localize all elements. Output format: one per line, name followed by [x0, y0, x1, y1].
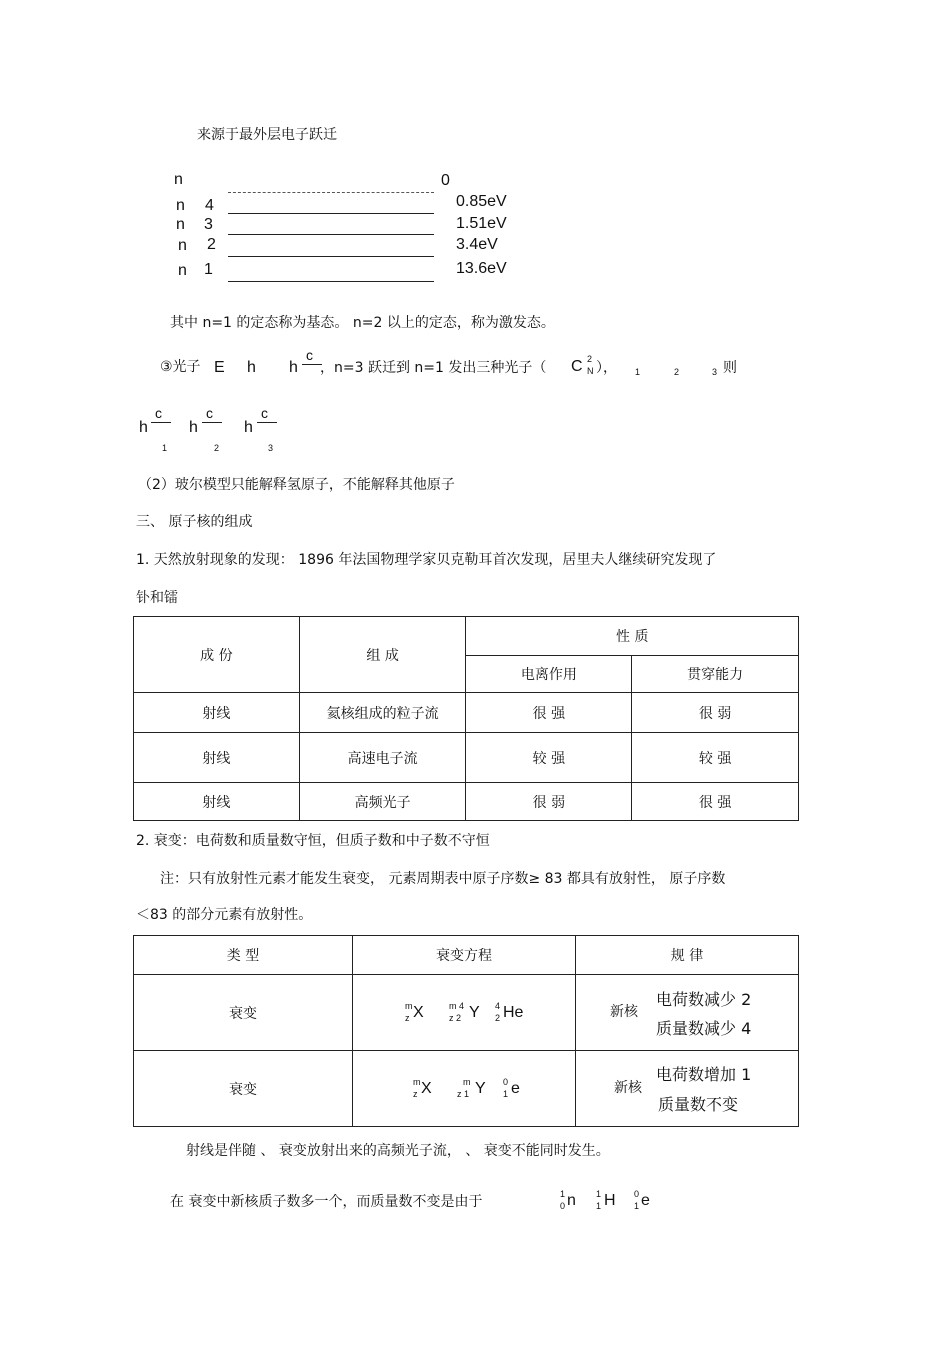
eq-m: m [413, 1077, 421, 1087]
eq-Y: Y [469, 1004, 480, 1021]
para-gamma: 射线是伴随 、 衰变放射出来的高频光子流， 、 衰变不能同时发生。 [186, 1143, 610, 1159]
eq-m4: m 4 [449, 1001, 465, 1011]
eq-z: z [413, 1089, 418, 1099]
formula-sub-2: 2 [214, 443, 220, 453]
header-penetration: 贯穿能力 [632, 656, 799, 693]
eq-m: m [405, 1001, 413, 1011]
level-line-2 [228, 256, 434, 257]
level-energy-inf: 0 [441, 172, 450, 189]
decay-table [133, 935, 799, 1127]
formula-sub-3: 3 [268, 443, 274, 453]
eq-Y: Y [475, 1080, 486, 1097]
eq-m2: m [463, 1077, 471, 1087]
cell-composition: 高速电子流 [299, 733, 466, 783]
eq-z2: z 2 [449, 1013, 462, 1023]
photon-C: C [571, 358, 583, 375]
cell-penetration: 较 强 [632, 733, 799, 783]
table-row [134, 733, 799, 783]
para-radioactivity: 1. 天然放射现象的发现： 1896 年法国物理学家贝克勒耳首次发现，居里夫人继续研究发现了 [136, 552, 717, 568]
eq-He: He [503, 1004, 524, 1021]
beta-H-sub: 1 [596, 1201, 602, 1211]
photon-sub3: 3 [712, 367, 718, 377]
photon-text2: ）， [596, 360, 617, 376]
beta-text: 在 衰变中新核质子数多一个，而质量数不变是由于 [170, 1194, 483, 1210]
level-energy-2: 3.4eV [456, 236, 498, 253]
eq-4: 4 [495, 1001, 501, 1011]
photon-sub2: 2 [674, 367, 680, 377]
fraction-bar [202, 422, 222, 423]
para-ground-state: 其中 n=1 的定态称为基态。 n=2 以上的定态，称为激发态。 [170, 315, 555, 331]
photon-text: ，n=3 跃迁到 n=1 发出三种光子（ [320, 360, 547, 376]
para-bohr: （2）玻尔模型只能解释氢原子，不能解释其他原子 [138, 477, 455, 493]
para-decay: 2. 衰变：电荷数和质量数守恒，但质子数和中子数不守恒 [136, 833, 490, 849]
level-num-1: 1 [204, 261, 213, 278]
level-label-3: n [176, 216, 185, 233]
cell-rule [576, 975, 799, 1051]
fraction-bar [257, 422, 277, 423]
beta-n-sup: 1 [560, 1189, 566, 1199]
eq-X: X [421, 1080, 432, 1097]
note-line-1: 注：只有放射性元素才能发生衰变， 元素周期表中原子序数≥ 83 都具有放射性， 原子序数 [160, 871, 726, 887]
level-label-inf: n [174, 171, 183, 188]
level-line-3 [228, 234, 434, 235]
formula-c1: c [155, 405, 162, 421]
beta-e-sup: 0 [634, 1189, 640, 1199]
level-num-4: 4 [205, 197, 214, 214]
energy-heading: 来源于最外层电子跃迁 [197, 127, 337, 143]
cell-name: 射线 [134, 783, 300, 821]
header-type: 类 型 [134, 936, 353, 975]
eq-X: X [413, 1004, 424, 1021]
rule-charge: 电荷数减少 2 [656, 990, 752, 1009]
level-line-1 [228, 281, 434, 282]
cell-name: 射线 [134, 733, 300, 783]
formula-h3: h [244, 419, 253, 436]
rule-mass: 质量数减少 4 [656, 1019, 752, 1038]
header-composition: 组 成 [299, 617, 466, 693]
level-num-2: 2 [207, 236, 216, 253]
fraction-bar [151, 422, 171, 423]
table-row [134, 1051, 799, 1127]
header-ionization: 电离作用 [466, 656, 632, 693]
cell-composition: 高频光子 [299, 783, 466, 821]
level-label-2: n [178, 237, 187, 254]
cell-equation [353, 975, 576, 1051]
rule-new-nucleus: 新核 [610, 1004, 638, 1020]
photon-then: 则 [723, 360, 737, 376]
level-energy-1: 13.6eV [456, 260, 507, 277]
cell-ionization: 较 强 [466, 733, 632, 783]
table-row [134, 783, 799, 821]
photon-E: E [214, 359, 225, 376]
para-radioactivity-2: 钋和镭 [136, 590, 178, 606]
radiation-table [133, 616, 799, 821]
header-rule: 规 律 [576, 936, 799, 975]
level-energy-3: 1.51eV [456, 215, 507, 232]
eq-e: e [511, 1080, 520, 1097]
eq-z: z [405, 1013, 410, 1023]
cell-ionization: 很 弱 [466, 783, 632, 821]
rule-new-nucleus: 新核 [614, 1080, 642, 1096]
level-label-1: n [178, 262, 187, 279]
formula-fraction-3 [257, 405, 279, 430]
beta-H: H [604, 1192, 616, 1209]
photon-C-sub: N [587, 366, 594, 376]
header-component: 成 份 [134, 617, 300, 693]
header-property: 性 质 [466, 617, 799, 656]
formula-sub-1: 1 [162, 443, 168, 453]
cell-name: 射线 [134, 693, 300, 733]
formula-fraction-1 [151, 405, 173, 430]
header-equation: 衰变方程 [353, 936, 576, 975]
eq-neg1: 1 [503, 1089, 509, 1099]
level-energy-4: 0.85eV [456, 193, 507, 210]
rule-charge: 电荷数增加 1 [656, 1065, 752, 1084]
cell-rule [576, 1051, 799, 1127]
cell-type: 衰变 [134, 1051, 353, 1127]
note-line-2: ＜83 的部分元素有放射性。 [136, 907, 313, 923]
cell-composition: 氦核组成的粒子流 [299, 693, 466, 733]
photon-h1: h [247, 359, 256, 376]
formula-c3: c [261, 405, 268, 421]
level-label-4: n [176, 197, 185, 214]
cell-penetration: 很 弱 [632, 693, 799, 733]
formula-fraction-2 [202, 405, 224, 430]
eq-0: 0 [503, 1077, 509, 1087]
beta-n-sub: 0 [560, 1201, 566, 1211]
fraction-bar [302, 364, 322, 365]
photon-h2: h [289, 359, 298, 376]
rule-mass: 质量数不变 [658, 1095, 739, 1114]
cell-equation [353, 1051, 576, 1127]
eq-z1: z 1 [457, 1089, 470, 1099]
beta-H-sup: 1 [596, 1189, 602, 1199]
photon-C-sup: 2 [587, 354, 593, 364]
beta-n: n [567, 1192, 576, 1209]
cell-ionization: 很 强 [466, 693, 632, 733]
photon-c: c [306, 347, 313, 363]
photon-sub1: 1 [635, 367, 641, 377]
beta-e: e [641, 1192, 650, 1209]
level-line-inf [228, 192, 434, 193]
photon-prefix: ③光子 [160, 359, 201, 375]
eq-2: 2 [495, 1013, 501, 1023]
beta-e-sub: 1 [634, 1201, 640, 1211]
cell-penetration: 很 强 [632, 783, 799, 821]
level-line-4 [228, 213, 434, 214]
formula-h2: h [189, 419, 198, 436]
table-row [134, 975, 799, 1051]
level-num-3: 3 [204, 216, 213, 233]
table-row [134, 693, 799, 733]
formula-h1: h [139, 419, 148, 436]
formula-c2: c [206, 405, 213, 421]
section-heading-3: 三、 原子核的组成 [136, 514, 253, 530]
cell-type: 衰变 [134, 975, 353, 1051]
